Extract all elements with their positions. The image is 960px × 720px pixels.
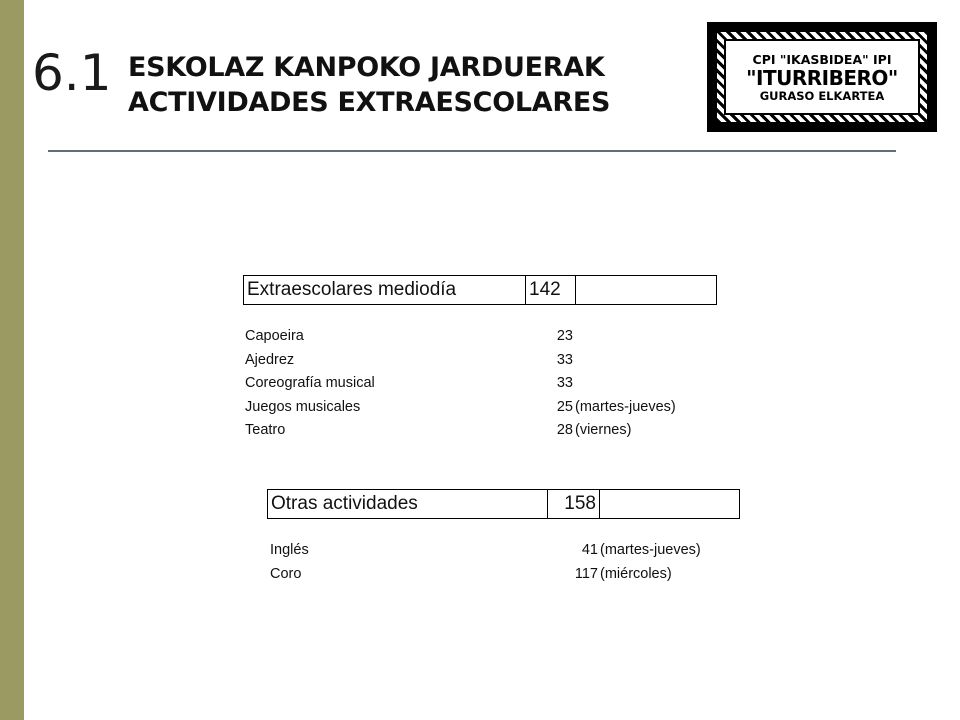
slide-title [128,50,610,120]
slide-number: 6.1 [32,44,112,102]
title-spanish: ACTIVIDADES EXTRAESCOLARES [128,87,611,118]
midday-empty-cell [576,276,716,304]
list-item [245,349,725,373]
activity-count: 25 [556,398,573,415]
list-item [245,419,725,443]
activity-count: 23 [556,328,573,344]
association-logo [707,22,937,132]
midday-label: Extraescolares mediodía [244,276,526,304]
other-header-table [267,489,740,519]
list-item [270,539,750,563]
other-total: 158 [548,490,600,518]
list-item [270,563,750,587]
activity-count: 33 [556,375,573,391]
midday-header-table [243,275,717,305]
activity-schedule-note: (miércoles) [600,565,672,582]
activity-name: Capoeira [245,328,304,344]
activity-schedule-note: (viernes) [575,422,632,438]
midday-total: 142 [526,276,576,304]
activity-name: Inglés [270,542,309,558]
activity-name: Coreografía musical [245,375,375,391]
other-activity-list [270,539,750,586]
logo-association: GURASO ELKARTEA [759,88,885,103]
logo-inner-panel [724,39,920,115]
activity-name: Coro [270,565,302,582]
activity-name: Juegos musicales [245,398,361,415]
other-label: Otras actividades [268,490,548,518]
activity-name: Teatro [245,422,286,438]
activity-count: 41 [581,542,598,558]
activity-name: Ajedrez [245,351,295,368]
title-divider [48,150,896,152]
logo-main-name: "ITURRIBERO" [746,65,898,90]
list-item [245,325,725,349]
logo-zigzag-border [717,32,927,122]
list-item [245,372,725,396]
midday-activity-list [245,325,725,443]
activity-schedule-note: (martes-jueves) [600,542,701,558]
logo-school-name: CPI "IKASBIDEA" IPI [752,51,892,67]
activity-count: 33 [556,351,573,368]
activity-schedule-note: (martes-jueves) [575,398,676,415]
other-empty-cell [600,490,739,518]
side-accent-bar [0,0,24,720]
list-item [245,396,725,420]
activity-count: 117 [574,565,598,582]
activity-count: 28 [556,422,573,438]
title-basque: ESKOLAZ KANPOKO JARDUERAK [128,52,605,83]
